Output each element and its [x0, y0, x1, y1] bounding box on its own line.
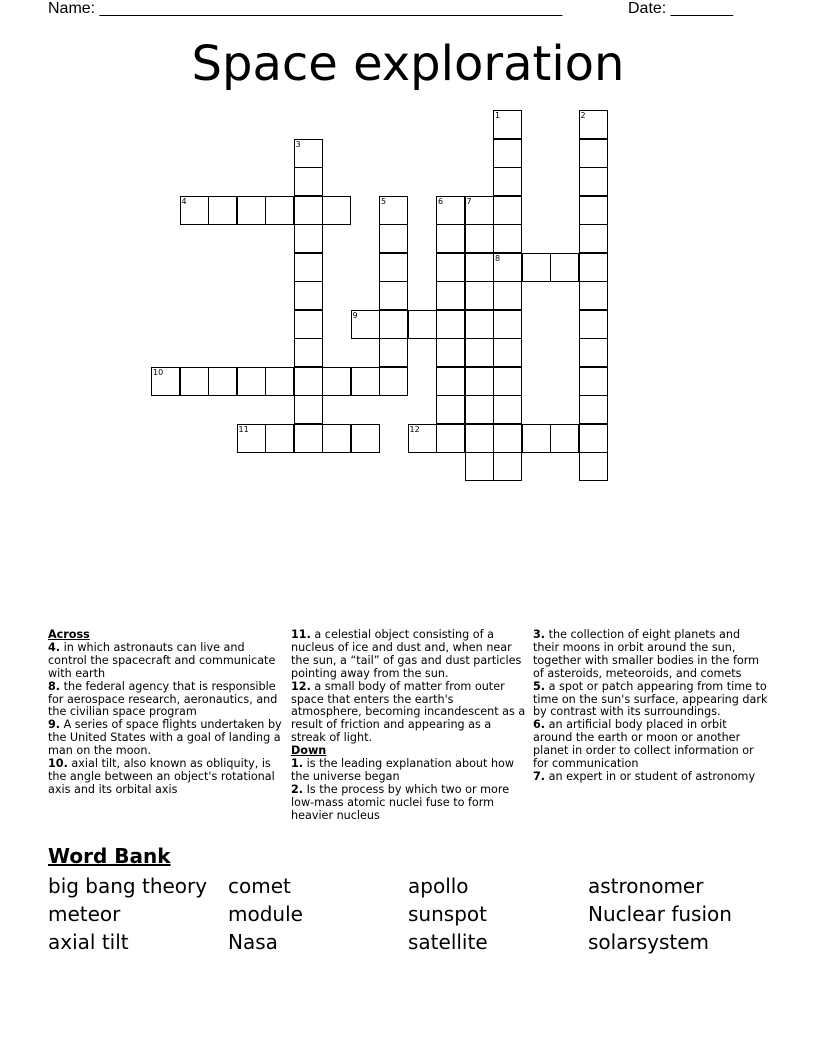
- word-bank-item: axial tilt: [48, 930, 129, 954]
- crossword-cell[interactable]: [322, 196, 351, 225]
- crossword-cell[interactable]: [436, 281, 465, 310]
- page-title: Space exploration: [191, 36, 625, 92]
- word-bank-item: solarsystem: [588, 930, 709, 954]
- clue-text: axial tilt, also known as obliquity, is the angle between an object's rotational axis and its orbital axis: [48, 757, 275, 796]
- clue-text: a spot or patch appearing from time to time on the sun's surface, appearing dark by contrast with its surroundings.: [533, 679, 768, 719]
- crossword-cell[interactable]: [408, 424, 437, 453]
- down-heading: Down: [291, 744, 327, 758]
- crossword-cell[interactable]: [208, 367, 237, 396]
- crossword-cell[interactable]: [465, 395, 494, 424]
- date-field[interactable]: Date: _______: [628, 0, 733, 17]
- clue-text: a small body of matter from outer space that enters the earth's atmosphere, becoming incandescent as a result of friction and appearing as a streak of light.: [291, 679, 526, 745]
- clue-number: 5.: [533, 679, 546, 693]
- crossword-cell[interactable]: [465, 281, 494, 310]
- clue-across-8: [48, 681, 284, 720]
- cell-number: 9: [352, 310, 358, 320]
- word-bank-item: module: [228, 902, 303, 926]
- crossword-cell[interactable]: [265, 424, 294, 453]
- crossword-cell[interactable]: [579, 424, 608, 453]
- crossword-cell[interactable]: [294, 281, 323, 310]
- crossword-cell[interactable]: [351, 310, 380, 339]
- crossword-cell[interactable]: [379, 196, 408, 225]
- crossword-cell[interactable]: [465, 452, 494, 481]
- clue-number: 7.: [533, 769, 546, 783]
- word-bank-item: meteor: [48, 902, 121, 926]
- crossword-cell[interactable]: [550, 424, 579, 453]
- cell-number: 11: [238, 424, 249, 434]
- crossword-cell[interactable]: [294, 338, 323, 367]
- cell-number: 2: [580, 111, 586, 120]
- cell-number: 6: [438, 196, 444, 206]
- crossword-cell[interactable]: [465, 338, 494, 367]
- crossword-cell[interactable]: [493, 110, 522, 139]
- crossword-cell[interactable]: [493, 167, 522, 196]
- clue-across-10: [48, 758, 284, 797]
- clues-column-3: [533, 629, 769, 784]
- word-bank: [48, 872, 788, 956]
- cell-number: 3: [295, 139, 301, 149]
- crossword-cell[interactable]: [294, 310, 323, 339]
- clue-text: an artificial body placed in orbit around the earth or moon or another planet in order to collect information or for communication: [533, 718, 754, 771]
- crossword-cell[interactable]: [493, 253, 522, 282]
- crossword-cell[interactable]: [180, 196, 209, 225]
- cell-number: 7: [466, 196, 472, 206]
- crossword-cell[interactable]: [493, 452, 522, 481]
- cell-number: 5: [381, 196, 387, 206]
- clue-across-9: [48, 719, 284, 758]
- crossword-cell[interactable]: [493, 395, 522, 424]
- crossword-cell[interactable]: [294, 139, 323, 168]
- word-bank-item: satellite: [408, 930, 488, 954]
- crossword-cell[interactable]: [493, 338, 522, 367]
- cell-number: 8: [495, 253, 501, 263]
- crossword-cell[interactable]: [579, 224, 608, 253]
- word-bank-item: Nasa: [228, 930, 278, 954]
- clue-across-11: [291, 629, 527, 681]
- clue-number: 12.: [291, 679, 311, 693]
- clue-text: A series of space flights undertaken by the United States with a goal of landing a man on the moon.: [48, 718, 282, 758]
- word-bank-item: sunspot: [408, 902, 487, 926]
- crossword-cell[interactable]: [379, 224, 408, 253]
- clue-number: 9.: [48, 718, 61, 732]
- clue-text: in which astronauts can live and control the spacecraft and communicate with earth: [48, 640, 276, 680]
- crossword-cell[interactable]: [151, 367, 180, 396]
- clue-text: a celestial object consisting of a nucleus of ice and dust and, when near the sun, a “tail” of gas and dust particles pointing away from the sun.: [291, 628, 522, 680]
- word-bank-item: Nuclear fusion: [588, 902, 732, 926]
- clue-down-7: [533, 771, 769, 784]
- crossword-cell[interactable]: [379, 367, 408, 396]
- clue-number: 4.: [48, 640, 61, 654]
- crossword-cell[interactable]: [294, 424, 323, 453]
- crossword-cell[interactable]: [493, 224, 522, 253]
- crossword-cell[interactable]: [322, 367, 351, 396]
- name-field[interactable]: Name: ____________________________________________________: [48, 0, 563, 17]
- clue-number: 2.: [291, 782, 304, 796]
- word-bank-title: Word Bank: [48, 844, 171, 868]
- crossword-cell[interactable]: [493, 139, 522, 168]
- word-bank-item: big bang theory: [48, 874, 208, 898]
- crossword-cell[interactable]: [294, 224, 323, 253]
- clue-down-1: [291, 758, 527, 784]
- clue-text: an expert in or student of astronomy: [545, 769, 756, 783]
- across-heading: Across: [48, 628, 90, 641]
- crossword-cell[interactable]: [379, 253, 408, 282]
- clue-number: 1.: [291, 757, 304, 771]
- crossword-cell[interactable]: [322, 424, 351, 453]
- crossword-cell[interactable]: [294, 167, 323, 196]
- crossword-cell[interactable]: [579, 310, 608, 339]
- crossword-cell[interactable]: [351, 424, 380, 453]
- clue-number: 8.: [48, 679, 61, 693]
- crossword-cell[interactable]: [522, 424, 551, 453]
- crossword-cell[interactable]: [294, 253, 323, 282]
- crossword-cell[interactable]: [237, 424, 266, 453]
- crossword-cell[interactable]: [265, 196, 294, 225]
- clue-number: 11.: [291, 628, 311, 641]
- crossword-cell[interactable]: [180, 367, 209, 396]
- crossword-cell[interactable]: [379, 338, 408, 367]
- crossword-cell[interactable]: [550, 253, 579, 282]
- crossword-cell[interactable]: [465, 253, 494, 282]
- crossword-cell[interactable]: [265, 367, 294, 396]
- crossword-cell[interactable]: [294, 395, 323, 424]
- crossword-cell[interactable]: [579, 281, 608, 310]
- word-bank-item: astronomer: [588, 874, 704, 898]
- cell-number: 1: [495, 111, 501, 120]
- clues-column-1: [48, 629, 284, 797]
- clue-down-2: [291, 784, 527, 823]
- crossword-cell[interactable]: [294, 196, 323, 225]
- crossword-cell[interactable]: [465, 424, 494, 453]
- crossword-cell[interactable]: [379, 310, 408, 339]
- crossword-cell[interactable]: [237, 367, 266, 396]
- crossword-grid: [0, 0, 816, 520]
- crossword-cell[interactable]: [436, 424, 465, 453]
- crossword-cell[interactable]: [436, 253, 465, 282]
- clue-text: the federal agency that is responsible for aerospace research, aeronautics, and the civilian space program: [48, 679, 278, 719]
- crossword-cell[interactable]: [579, 367, 608, 396]
- crossword-cell[interactable]: [379, 281, 408, 310]
- crossword-cell[interactable]: [237, 196, 266, 225]
- clue-number: 6.: [533, 718, 546, 732]
- crossword-cell[interactable]: [294, 367, 323, 396]
- crossword-cell[interactable]: [579, 452, 608, 481]
- clue-number: 10.: [48, 757, 68, 771]
- clue-text: is the leading explanation about how the universe began: [291, 757, 515, 783]
- crossword-cell[interactable]: [579, 338, 608, 367]
- crossword-cell[interactable]: [579, 196, 608, 225]
- crossword-cell[interactable]: [351, 367, 380, 396]
- crossword-cell[interactable]: [579, 167, 608, 196]
- crossword-cell[interactable]: [579, 139, 608, 168]
- crossword-cell[interactable]: [408, 310, 437, 339]
- crossword-cell[interactable]: [465, 196, 494, 225]
- crossword-cell[interactable]: [436, 310, 465, 339]
- crossword-cell[interactable]: [579, 395, 608, 424]
- crossword-cell[interactable]: [522, 253, 551, 282]
- crossword-cell[interactable]: [493, 367, 522, 396]
- word-bank-item: apollo: [408, 874, 469, 898]
- clue-across-12: [291, 681, 527, 746]
- crossword-cell[interactable]: [493, 310, 522, 339]
- crossword-cell[interactable]: [436, 367, 465, 396]
- clue-down-3: [533, 629, 769, 681]
- crossword-cell[interactable]: [465, 367, 494, 396]
- crossword-cell[interactable]: [493, 424, 522, 453]
- clue-down-5: [533, 681, 769, 720]
- cell-number: 12: [409, 424, 420, 434]
- crossword-cell[interactable]: [436, 224, 465, 253]
- clue-text: the collection of eight planets and their moons in orbit around the sun, together with smaller bodies in the form of asteroids, meteoroids, and comets: [533, 628, 760, 680]
- crossword-cell[interactable]: [436, 338, 465, 367]
- crossword-cell[interactable]: [493, 281, 522, 310]
- crossword-cell[interactable]: [579, 253, 608, 282]
- clue-down-6: [533, 719, 769, 771]
- crossword-cell[interactable]: [579, 110, 608, 139]
- crossword-cell[interactable]: [436, 196, 465, 225]
- crossword-cell[interactable]: [436, 395, 465, 424]
- cell-number: 10: [153, 367, 164, 377]
- word-bank-item: comet: [228, 874, 291, 898]
- crossword-cell[interactable]: [493, 196, 522, 225]
- clue-text: Is the process by which two or more low-mass atomic nuclei fuse to form heavier nucleus: [291, 782, 510, 822]
- clue-number: 3.: [533, 628, 546, 641]
- crossword-cell[interactable]: [208, 196, 237, 225]
- crossword-cell[interactable]: [465, 224, 494, 253]
- crossword-cell[interactable]: [465, 310, 494, 339]
- clue-across-4: [48, 642, 284, 681]
- cell-number: 4: [181, 196, 187, 206]
- clues-column-2: [291, 629, 527, 823]
